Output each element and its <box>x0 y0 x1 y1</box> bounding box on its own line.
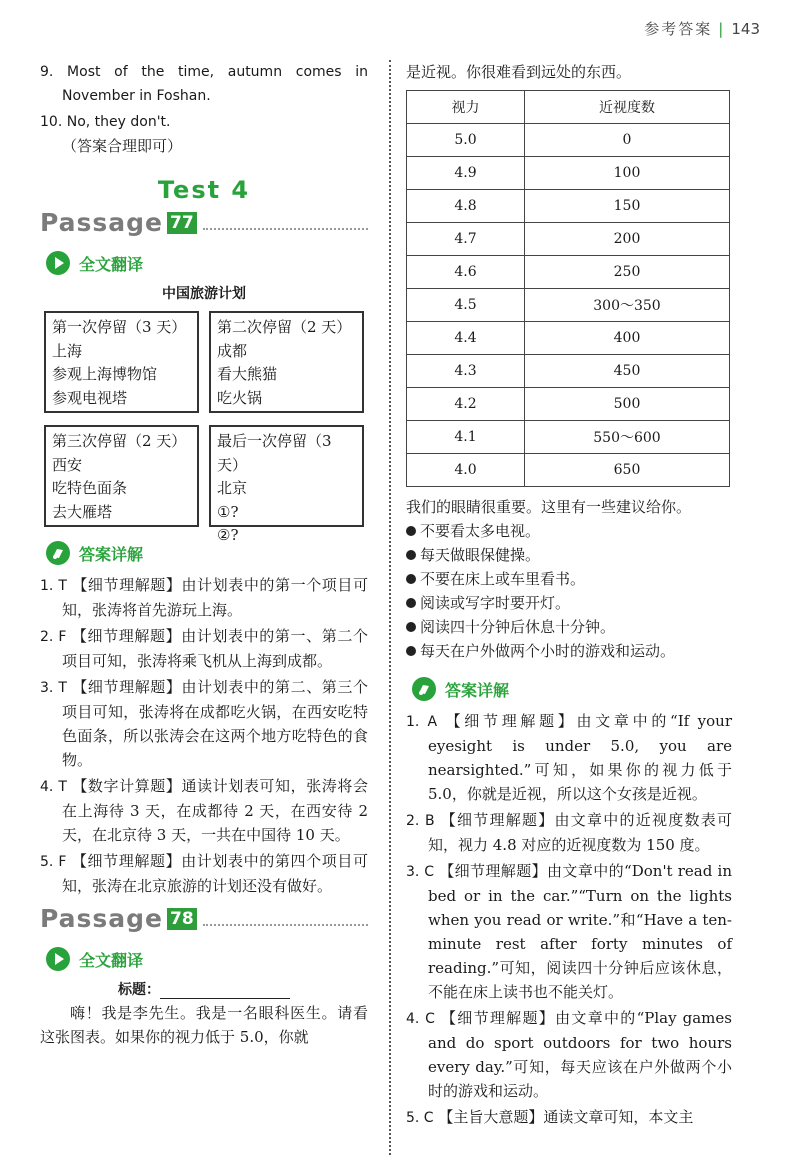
plan-box: 第二次停留（2 天） 成都 看大熊猫 吃火锅 <box>209 311 364 413</box>
answer-icon <box>46 541 70 565</box>
table-cell: 300～350 <box>525 289 730 322</box>
table-cell: 0 <box>525 124 730 157</box>
advice-item: 不要看太多电视。 <box>406 519 732 543</box>
title-blank-line: 标题： <box>40 979 368 999</box>
table-cell: 250 <box>525 256 730 289</box>
answer-item: 4. T 【数字计算题】通读计划表可知，张涛将会在上海待 3 天，在成都待 2 天，在西安待 2 天，在北京待 3 天，一共在中国待 10 天。 <box>40 777 368 844</box>
table-cell: 4.6 <box>407 256 525 289</box>
advice-item: 阅读或写字时要开灯。 <box>406 591 732 615</box>
table-row <box>407 355 730 388</box>
table-cell: 4.3 <box>407 355 525 388</box>
table-cell: 4.8 <box>407 190 525 223</box>
table-cell: 5.0 <box>407 124 525 157</box>
right-column <box>406 60 732 1132</box>
advice-item: 每天做眼保健操。 <box>406 543 732 567</box>
bullet-icon <box>406 574 416 584</box>
answer-item: 3. T 【细节理解题】由计划表中的第二、第三个项目可知，张涛将在成都吃火锅，在西安吃特色面条，所以张涛会在这两个地方吃特色的食物。 <box>40 678 368 769</box>
table-row <box>407 421 730 454</box>
passage-number-badge: 77 <box>167 212 197 234</box>
answer-item: 1. A 【细节理解题】由文章中的“If your eyesight is under 5.0, you are nearsighted.”可知，如果你的视力低于 5.0，你就是近视，所以这个女孩是近视。 <box>406 712 732 803</box>
table-cell: 550～600 <box>525 421 730 454</box>
bullet-icon <box>406 550 416 560</box>
passage-continuation: 是近视。你很难看到远处的东西。 <box>406 63 632 81</box>
answer-item: 5. F 【细节理解题】由计划表中的第四个项目可知，张涛在北京旅游的计划还没有做好。 <box>40 852 368 895</box>
plan-grid <box>44 311 368 544</box>
passage-78-intro: 嗨！我是李先生。我是一名眼科医生。请看这张图表。如果你的视力低于 5.0，你就 <box>40 1004 368 1046</box>
passage-77-heading: Passage 77 <box>40 208 368 237</box>
bullet-icon <box>406 598 416 608</box>
table-row <box>407 157 730 190</box>
table-row <box>407 388 730 421</box>
play-icon <box>46 251 70 275</box>
table-cell: 4.7 <box>407 223 525 256</box>
table-cell: 4.2 <box>407 388 525 421</box>
bullet-icon <box>406 646 416 656</box>
table-cell: 650 <box>525 454 730 487</box>
table-cell: 4.4 <box>407 322 525 355</box>
answer-item: 3. C 【细节理解题】由文章中的“Don't read in bed or in the car.”“Turn on the lights when you read or write.”和“Have a ten-minute rest after forty minutes of reading.”可知，阅读四十分钟后应该休息，不能在床上读书也不能关灯。 <box>406 862 732 1001</box>
table-row <box>407 223 730 256</box>
table-cell: 4.5 <box>407 289 525 322</box>
plan-box: 最后一次停留（3 天） 北京 ①? ②? <box>209 425 364 527</box>
table-header: 近视度数 <box>525 91 730 124</box>
answer-section-header: 答案详解 <box>412 677 732 701</box>
bullet-icon <box>406 622 416 632</box>
answer-item: 4. C 【细节理解题】由文章中的“Play games and do sport outdoors for two hours every day.”可知，每天应该在户外做两个小时的游戏和运动。 <box>406 1009 732 1100</box>
advice-item: 阅读四十分钟后休息十分钟。 <box>406 615 732 639</box>
answer-item: 10. No, they don't. <box>40 114 171 130</box>
table-row <box>407 124 730 157</box>
translation-section-header: 全文翻译 <box>46 947 368 971</box>
advice-item: 不要在床上或车里看书。 <box>406 567 732 591</box>
translation-section-header: 全文翻译 <box>46 251 368 275</box>
answer-item: 2. B 【细节理解题】由文章中的近视度数表可知，视力 4.8 对应的近视度数为 150 度。 <box>406 811 732 854</box>
answer-note: （答案合理即可） <box>62 137 183 155</box>
table-cell: 4.0 <box>407 454 525 487</box>
table-cell: 450 <box>525 355 730 388</box>
advice-list <box>406 519 732 663</box>
advice-item: 每天在户外做两个小时的游戏和运动。 <box>406 639 732 663</box>
answer-section-header: 答案详解 <box>46 541 368 565</box>
answer-item: 5. C 【主旨大意题】通读文章可知，本文主 <box>406 1108 694 1126</box>
page-number: 143 <box>731 20 760 38</box>
page-header: 参考答案 | 143 <box>644 20 760 38</box>
left-column <box>40 60 368 1049</box>
table-cell: 200 <box>525 223 730 256</box>
answer-icon <box>412 677 436 701</box>
test-title: Test 4 <box>157 176 251 204</box>
table-row <box>407 256 730 289</box>
plan-box: 第三次停留（2 天） 西安 吃特色面条 去大雁塔 <box>44 425 199 527</box>
table-cell: 100 <box>525 157 730 190</box>
plan-box: 第一次停留（3 天） 上海 参观上海博物馆 参观电视塔 <box>44 311 199 413</box>
passage-number-badge: 78 <box>167 908 197 930</box>
table-row <box>407 322 730 355</box>
header-label: 参考答案 <box>644 20 713 38</box>
eyesight-table <box>406 90 730 487</box>
column-divider <box>389 60 391 1155</box>
table-cell: 4.9 <box>407 157 525 190</box>
answer-item: 1. T 【细节理解题】由计划表中的第一个项目可知，张涛将首先游玩上海。 <box>40 576 368 619</box>
table-row <box>407 289 730 322</box>
table-cell: 4.1 <box>407 421 525 454</box>
bullet-icon <box>406 526 416 536</box>
table-row <box>407 190 730 223</box>
table-cell: 400 <box>525 322 730 355</box>
answer-item: 2. F 【细节理解题】由计划表中的第一、第二个项目可知，张涛将乘飞机从上海到成都。 <box>40 627 368 670</box>
plan-title: 中国旅游计划 <box>162 286 246 302</box>
table-cell: 150 <box>525 190 730 223</box>
play-icon <box>46 947 70 971</box>
table-row <box>407 454 730 487</box>
table-header: 视力 <box>407 91 525 124</box>
advice-intro: 我们的眼睛很重要。这里有一些建议给你。 <box>406 498 692 516</box>
table-cell: 500 <box>525 388 730 421</box>
passage-78-heading: Passage 78 <box>40 904 368 933</box>
answer-item: 9. Most of the time, autumn comes in November in Foshan. <box>40 64 369 104</box>
